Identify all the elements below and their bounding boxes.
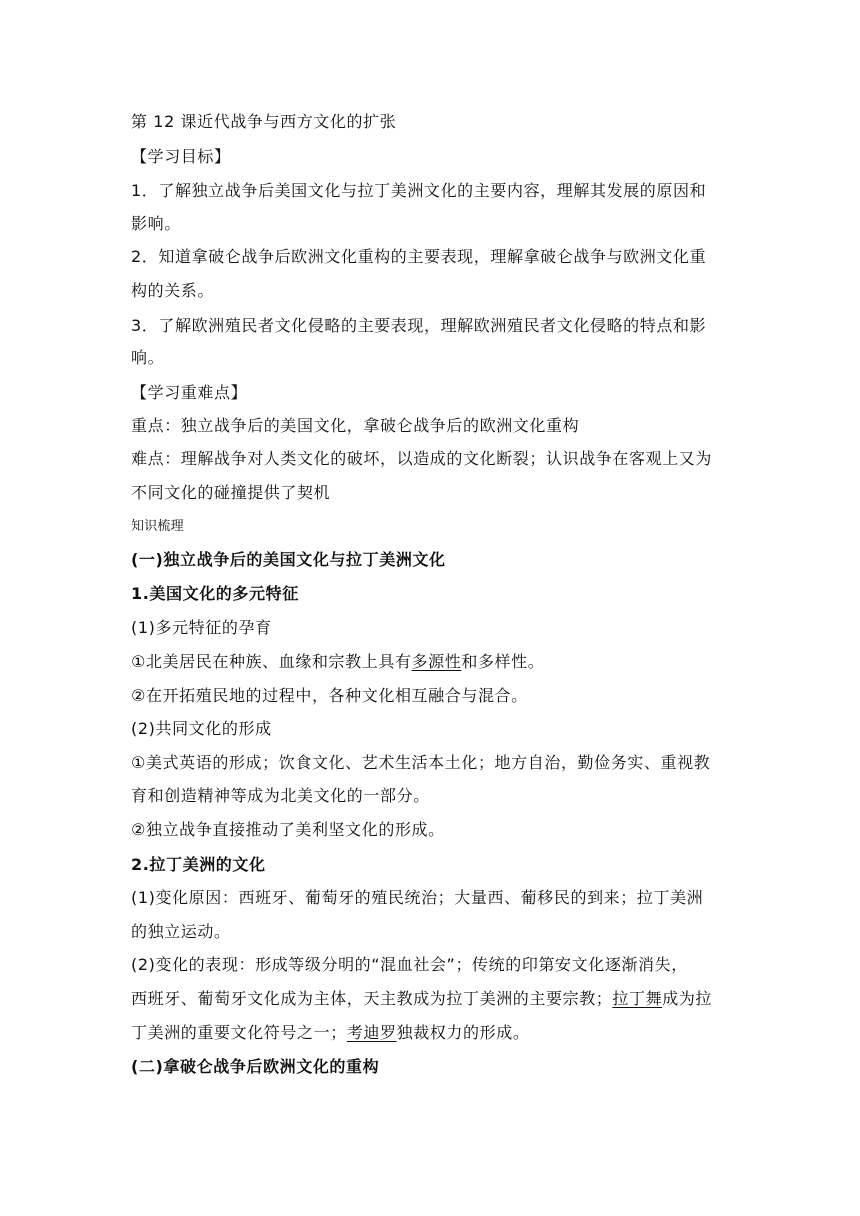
latin-change-line-2-pre: 西班牙、葡萄牙文化成为主体，天主教成为拉丁美洲的主要宗教； xyxy=(131,989,613,1008)
learning-goals-heading: 【学习目标】 xyxy=(131,147,231,166)
goal-1-line-2: 影响。 xyxy=(131,214,181,233)
keyword-caudillo: 考迪罗 xyxy=(346,1023,397,1042)
point-2-heading: (2)共同文化的形成 xyxy=(131,719,272,738)
subsection-1-heading: 1.美国文化的多元特征 xyxy=(131,584,299,603)
keyword-multi-source: 多源性 xyxy=(411,652,462,671)
latin-change-line-3-post: 独裁权力的形成。 xyxy=(396,1023,530,1042)
goal-3-line-2: 响。 xyxy=(131,348,165,367)
point-1-item-1-pre: ①北美居民在种族、血缘和宗教上具有 xyxy=(131,652,412,671)
point-2-item-2: ②独立战争直接推动了美利坚文化的形成。 xyxy=(131,820,445,839)
lesson-title: 第 12 课近代战争与西方文化的扩张 xyxy=(131,112,397,131)
latin-change-line-3 xyxy=(131,1023,529,1043)
knowledge-heading: 知识梳理 xyxy=(131,519,184,534)
latin-cause-line-1: (1)变化原因：西班牙、葡萄牙的殖民统治；大量西、葡移民的到来；拉丁美洲 xyxy=(131,888,704,907)
goal-2-line-1: 2．知道拿破仑战争后欧洲文化重构的主要表现，理解拿破仑战争与欧洲文化重 xyxy=(131,247,707,266)
keyword-latin-dance: 拉丁舞 xyxy=(612,989,663,1008)
latin-cause-line-2: 的独立运动。 xyxy=(131,922,231,941)
goal-1-line-1: 1．了解独立战争后美国文化与拉丁美洲文化的主要内容，理解其发展的原因和 xyxy=(131,181,707,200)
point-1-item-1 xyxy=(131,652,544,672)
section-2-heading: (二)拿破仑战争后欧洲文化的重构 xyxy=(131,1057,380,1076)
key-points-text: 重点：独立战争后的美国文化，拿破仑战争后的欧洲文化重构 xyxy=(131,416,580,435)
goal-3-line-1: 3．了解欧洲殖民者文化侵略的主要表现，理解欧洲殖民者文化侵略的特点和影 xyxy=(131,316,707,335)
difficult-points-line-1: 难点：理解战争对人类文化的破坏，以造成的文化断裂；认识战争在客观上又为 xyxy=(131,449,713,468)
goal-2-line-2: 构的关系。 xyxy=(131,281,215,300)
key-points-heading: 【学习重难点】 xyxy=(131,383,248,402)
subsection-2-heading: 2.拉丁美洲的文化 xyxy=(131,855,266,874)
point-1-heading: (1)多元特征的孕育 xyxy=(131,618,272,637)
latin-change-line-2-post: 成为拉 xyxy=(662,989,713,1008)
point-1-item-1-post: 和多样性。 xyxy=(461,652,545,671)
point-2-item-1-line-1: ①美式英语的形成；饮食文化、艺术生活本土化；地方自治，勤俭务实、重视教 xyxy=(131,753,711,772)
point-1-item-2: ②在开拓殖民地的过程中，各种文化相互融合与混合。 xyxy=(131,686,528,705)
latin-change-line-2 xyxy=(131,989,712,1009)
latin-change-line-1: (2)变化的表现：形成等级分明的“混血社会”；传统的印第安文化逐渐消失， xyxy=(131,955,688,974)
difficult-points-line-2: 不同文化的碰撞提供了契机 xyxy=(131,483,331,502)
latin-change-line-3-pre: 丁美洲的重要文化符号之一； xyxy=(131,1023,347,1042)
section-1-heading: (一)独立战争后的美国文化与拉丁美洲文化 xyxy=(131,550,446,569)
point-2-item-1-line-2: 育和创造精神等成为北美文化的一部分。 xyxy=(131,786,430,805)
